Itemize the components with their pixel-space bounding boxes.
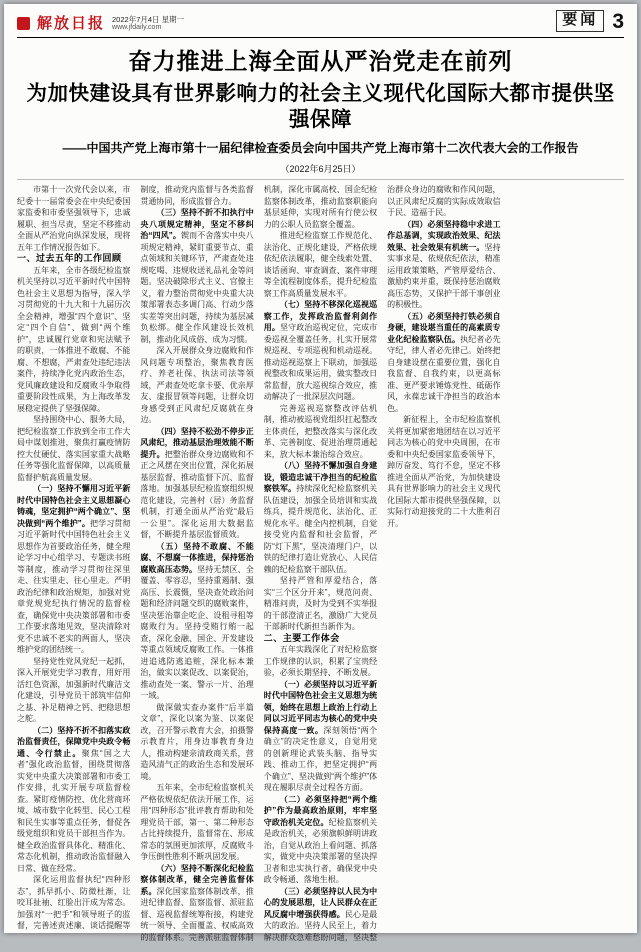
paragraph: （七）坚持不移深化巡视巡察工作，发挥政治监督利剑作用。坚守政治巡视定位，完成市委巡视全覆盖任务，扎实开展常规巡视、专项巡视和机动巡视。推动巡视巡察上下联动，加强巡视整改和成果运用，做实整改日常监督，放大巡视综合效应，推动解决了一批深层次问题。 xyxy=(263,300,378,402)
paragraph: （二）坚持不折不扣落实政治监督责任，保障党中央政令畅通、令行禁止。聚焦“国之大者”强化政治监督，围绕贯彻落实党中央重大决策部署和市委工作安排，扎实开展专项监督检查。紧盯疫情防控、优化营商环境、城市数字化转型、民心工程和民生实事等重点任务，督促各级党组织和党员干部担当作为。健全政治监督具体化、精准化、常态化机制，推动政治监督融入日常、做在经常。 xyxy=(17,725,131,873)
headline-line1: 奋力推进上海全面从严治党走在前列 xyxy=(128,48,513,75)
paragraph-lead: （三）必须坚持以人民为中心的发展思想，让人民群众在正风反腐中增强获得感。 xyxy=(263,886,378,919)
masthead-title: 解放日报 xyxy=(37,14,106,33)
paragraph-lead: （三）坚持不折不扣执行中央八项规定精神，坚定不移纠治“四风”。 xyxy=(140,208,254,241)
paragraph: （二）必须坚持把“两个维护”作为最高政治原则，牢牢坚守政治机关定位。纪检监察机关是政治机关，必须旗帜鲜明讲政治，自觉从政治上看问题、抓落实，做党中央决策部署的坚决捍卫者和忠实执行者，确保党中央政令畅通、落地生根。 xyxy=(263,794,378,885)
newspaper-page xyxy=(4,4,637,942)
headline-date: （2022年6月25日） xyxy=(280,164,361,175)
section-label: 要闻 xyxy=(556,10,604,32)
section-block xyxy=(556,10,624,33)
paragraph: （一）坚持不懈用习近平新时代中国特色社会主义思想凝心铸魂，坚定拥护“两个确立”、坚决做到“两个维护”。把学习贯彻习近平新时代中国特色社会主义思想作为首要政治任务，健全理论学习中心组学习、专题读书班等制度，推动学习贯彻往深里走、往实里走、往心里走。严明政治纪律和政治规矩，加强对党章党规党纪执行情况的监督检查，确保党中央决策部署和市委工作要求落地见效，坚决清除对党不忠诚不老实的两面人，坚决维护党的团结统一。 xyxy=(17,484,131,655)
paragraph: 完善巡视巡察整改评估机制，推动被巡视党组织扛起整改主体责任，把整改落实与深化改革、完善制度、促进治理贯通起来，放大标本兼治综合效应。 xyxy=(263,403,378,459)
paragraph: 坚持党性党风党纪一起抓，深入开展党史学习教育，用好用活红色资源，加强新时代廉洁文化建设，引导党员干部筑牢信仰之基、补足精神之钙、把稳思想之舵。 xyxy=(17,656,131,724)
paragraph: （三）坚持不折不扣执行中央八项规定精神，坚定不移纠治“四风”。锲而不舍落实中央八项规定精神，紧盯重要节点、重点领域和关键环节，严肃查处违规吃喝、违规收送礼品礼金等问题。坚决破除形式主义、官僚主义，着力整治贯彻党中央重大决策部署表态多调门高、行动少落实差等突出问题，持续为基层减负松绑。健全作风建设长效机制，推动化风成俗、成为习惯。 xyxy=(140,208,254,344)
article-columns xyxy=(17,184,624,952)
headline-subtitle: ——中国共产党上海市第十一届纪律检查委员会向中国共产党上海市第十二次代表大会的工作报告 xyxy=(62,140,579,155)
paragraph: 五年来，全市纪检监察机关严格依规依纪依法开展工作，运用“四种形态”批评教育帮助和处理党员干部，第一、第二种形态占比持续提升，监督常在、形成常态的氛围更加浓厚，反腐败斗争压倒性胜利不断巩固发展。 xyxy=(140,783,254,862)
paragraph: 五年来，全市各级纪检监察机关坚持以习近平新时代中国特色社会主义思想为指导，深入学习贯彻党的十九大和十九届历次全会精神，增强“四个意识”、坚定“四个自信”、做到“两个维护”，忠诚履行党章和宪法赋予的职责，一体推进不敢腐、不能腐、不想腐，严肃查处违纪违法案件，持续净化党内政治生态，党风廉政建设和反腐败斗争取得重要阶段性成果，为上海改革发展稳定提供了坚强保障。 xyxy=(17,265,131,413)
edition-date: 2022年7月4日 星期一 xyxy=(112,14,185,24)
paragraph: （四）坚持不松劲不停步正风肃纪，推动基层治理效能不断提升。把整治群众身边腐败和不正之风摆在突出位置，深化拓展基层监督，推动监督下沉、监督落地。加强基层纪检监察组织规范化建设，完善村（居）务监督机制，打通全面从严治党“最后一公里”。深化运用大数据监督，不断提升基层监督质效。 xyxy=(140,426,254,540)
paragraph: （三）必须坚持以人民为中心的发展思想，让人民群众在正风反腐中增强获得感。民心是最大的政治。坚持人民至上，着力解决群众急难愁盼问题，坚决整治群众身边的腐败和作风问题，以正风肃纪反腐的实际成效取信于民、造福于民。 xyxy=(263,185,501,942)
paragraph: 市第十一次党代会以来，市纪委十一届常委会在中央纪委国家监委和市委坚强领导下，忠诚履职、担当尽责，坚定不移推动全面从严治党向纵深发展，现将五年工作情况报告如下。 xyxy=(17,185,131,252)
paragraph: 深化运用监督执纪“四种形态”，抓早抓小、防微杜渐，让咬耳扯袖、红脸出汗成为常态。加强对“一把手”和领导班子的监督，完善述责述廉、谈话提醒等制度，推动党内监督与各类监督贯通协同，形成监督合力。 xyxy=(17,185,254,931)
paragraph: 推进纪检监察工作规范化、法治化、正规化建设，严格依规依纪依法履职，健全线索处置、谈话函询、审查调查、案件审理等全流程制度体系，提升纪检监察工作高质量发展水平。 xyxy=(263,231,378,298)
masthead-block xyxy=(17,15,184,33)
section-heading: 二、主要工作体会 xyxy=(263,632,340,643)
paragraph-lead: （二）坚持不折不扣落实政治监督责任，保障党中央政令畅通、令行禁止。 xyxy=(17,725,131,758)
paragraph-lead: （五）必须坚持打铁必须自身硬，建设堪当重任的高素质专业化纪检监察队伍。 xyxy=(387,311,501,344)
website-link[interactable]: www.jfdaily.com xyxy=(112,24,162,31)
page-number: 3 xyxy=(612,9,624,33)
paragraph: 五年实践深化了对纪检监察工作规律的认识，积累了宝贵经验，必须长期坚持、不断发展。 xyxy=(263,645,378,678)
section-heading: 一、过去五年的工作回顾 xyxy=(17,253,122,264)
paragraph-lead: （一）坚持不懈用习近平新时代中国特色社会主义思想凝心铸魂，坚定拥护“两个确立”、坚决做到“两个维护”。 xyxy=(17,484,131,528)
paragraph-lead: （八）坚持不懈加强自身建设，锻造忠诚干净担当的纪检监察铁军。 xyxy=(263,461,378,494)
headline-block xyxy=(4,38,637,176)
paragraph: 坚持严管和厚爱结合，落实“三个区分开来”，规范问责、精准问责，及时为受到不实举报的干部澄清正名，激励广大党员干部新时代新担当新作为。 xyxy=(263,576,378,632)
page-header xyxy=(4,4,637,35)
paragraph-lead: （四）坚持不松劲不停步正风肃纪，推动基层治理效能不断提升。 xyxy=(140,426,254,459)
paragraph: （四）必须坚持稳中求进工作总基调，实现政治效果、纪法效果、社会效果有机统一。坚持实事求是、依规依纪依法，精准运用政策策略，严管厚爱结合、激励约束并重，既保持惩治腐败高压态势，又保护干部干事创业的积极性。 xyxy=(387,219,501,310)
paragraph: 坚持围绕中心、服务大局，把纪检监察工作放到全市工作大局中谋划推进，聚焦打赢疫情防控大仗硬仗、落实国家重大战略任务等强化监督保障，以高质量监督护航高质量发展。 xyxy=(17,415,131,482)
masthead-seal-icon xyxy=(17,17,30,30)
paragraph-lead: （七）坚持不移深化巡视巡察工作，发挥政治监督利剑作用。 xyxy=(263,300,378,333)
paragraph: 新征程上，全市纪检监察机关将更加紧密地团结在以习近平同志为核心的党中央周围，在市委和中央纪委国家监委领导下，踔厉奋发、笃行不怠，坚定不移推进全面从严治党，为加快建设具有世界影响力的社会主义现代化国际大都市提供坚强保障，以实际行动迎接党的二十大胜利召开。 xyxy=(387,415,501,528)
paragraph: 深入开展群众身边腐败和作风问题专项整治，聚焦教育医疗、养老社保、执法司法等领域，严肃查处吃拿卡要、优亲厚友、虚报冒领等问题，让群众切身感受到正风肃纪反腐就在身边。 xyxy=(140,346,254,425)
headline-line2: 为加快建设具有世界影响力的社会主义现代化国际大都市提供坚强保障 xyxy=(26,80,615,132)
paragraph: （八）坚持不懈加强自身建设，锻造忠诚干净担当的纪检监察铁军。持续深化纪检监察机关队伍建设，加强全员培训和实战练兵，提升规范化、法治化、正规化水平。健全内控机制，自觉接受党内监督和社会监督，严防“灯下黑”，坚决清理门户，以铁的纪律打造让党放心、人民信赖的纪检监察干部队伍。 xyxy=(263,461,378,574)
paragraph-lead: （五）坚持不敢腐、不能腐、不想腐一体推进，保持惩治腐败高压态势。 xyxy=(140,541,254,574)
paragraph-lead: （二）必须坚持把“两个维护”作为最高政治原则，牢牢坚守政治机关定位。 xyxy=(263,794,378,827)
paragraph: （一）必须坚持以习近平新时代中国特色社会主义思想为统领，始终在思想上政治上行动上同以习近平同志为核心的党中央保持高度一致。深刻领悟“两个确立”的决定性意义，自觉用党的创新理论武装头脑、指导实践、推动工作，把坚定拥护“两个确立”、坚决做到“两个维护”体现在履职尽责全过程各方面。 xyxy=(263,679,378,793)
edition-meta xyxy=(112,15,184,33)
headline-rule xyxy=(17,179,624,180)
paragraph: 做深做实查办案件“后半篇文章”，深化以案为鉴、以案促改，召开警示教育大会，拍摄警示教育片，用身边事教育身边人，推动构建亲清政商关系，营造风清气正的政治生态和发展环境。 xyxy=(140,702,254,781)
paragraph-lead: （六）坚持不断深化纪检监察体制改革，健全完善监督体系。 xyxy=(140,863,254,896)
paragraph: （五）坚持不敢腐、不能腐、不想腐一体推进，保持惩治腐败高压态势。坚持无禁区、全覆盖、零容忍，坚持重遏制、强高压、长震慑，坚决查处政治问题和经济问题交织的腐败案件，坚决惩治靠企吃企、设租寻租等腐败行为。坚持受贿行贿一起查，深化金融、国企、开发建设等重点领域反腐败工作。一体推进追逃防逃追赃，深化标本兼治，做实以案促改、以案促治，推动查处一案、警示一片、治理一域。 xyxy=(140,541,254,701)
paragraph: （六）坚持不断深化纪检监察体制改革，健全完善监督体系。深化国家监察体制改革，推进纪律监督、监察监督、派驻监督、巡视监督统筹衔接，构建党统一领导、全面覆盖、权威高效的监督体系。完善派驻监督体制机制，深化市属高校、国企纪检监察体制改革，推动监察职能向基层延伸，实现对所有行使公权力的公职人员监察全覆盖。 xyxy=(140,185,378,942)
paragraph: （五）必须坚持打铁必须自身硬，建设堪当重任的高素质专业化纪检监察队伍。执纪者必先守纪，律人者必先律己。始终把自身建设摆在重要位置，强化自我监督、自我约束，以更高标准、更严要求锤炼党性、砥砺作风，永葆忠诚干净担当的政治本色。 xyxy=(387,311,501,413)
paragraph-lead: （一）必须坚持以习近平新时代中国特色社会主义思想为统领，始终在思想上政治上行动上同以习近平同志为核心的党中央保持高度一致。 xyxy=(263,679,378,735)
paragraph-lead: （四）必须坚持稳中求进工作总基调，实现政治效果、纪法效果、社会效果有机统一。 xyxy=(387,219,501,252)
